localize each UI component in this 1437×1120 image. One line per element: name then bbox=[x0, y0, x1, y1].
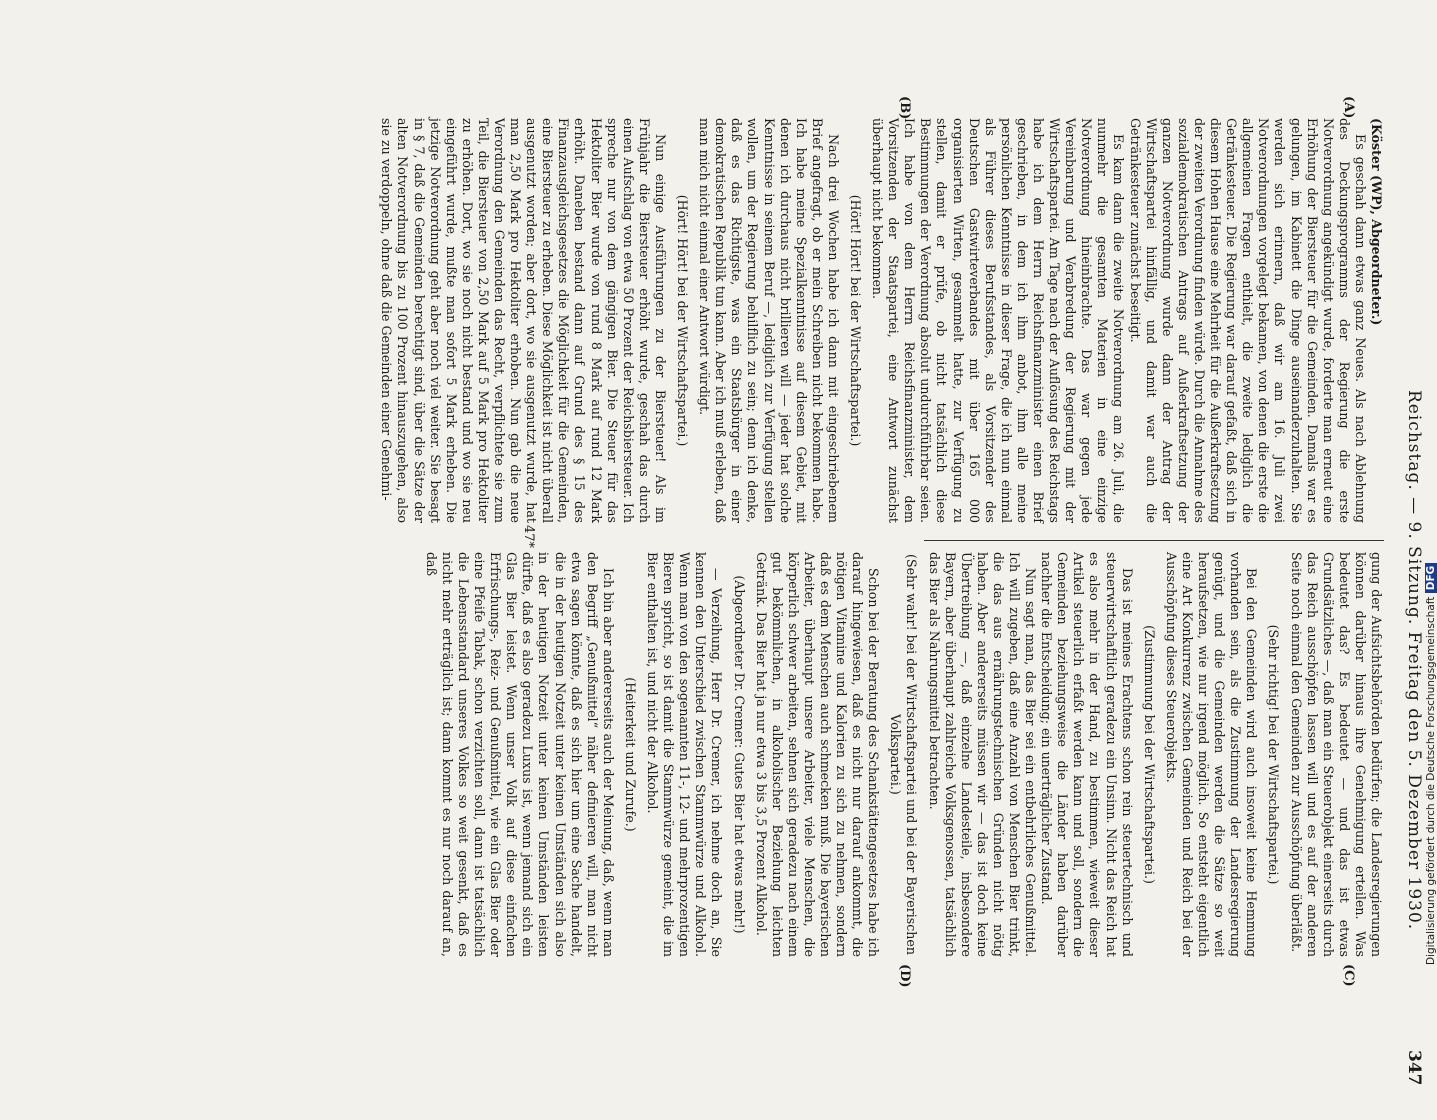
interjection: (Hört! Hört! bei der Wirtschaftspartei.) bbox=[848, 194, 863, 447]
interjection: (Sehr wahr! bei der Wirtschaftspartei und bei der Bayerischen Volkspartei.) bbox=[888, 554, 920, 955]
paragraph: Es geschah dann etwas ganz Neues. Als nach Ablehnung des Deckungsprogramms der Regierung die erste Notverordnung angekündigt wurde, forderte man erneut eine Erhöhung der Biersteuer für die Gemeinden. Damals war es gelungen, im Kabinett die Dinge auseinanderzuhalten. Sie werden sich erinnern, daß wir am 16. Juli zwei Notverordnungen vorgelegt bekamen, von denen die erste die allgemeinen Fragen enthielt, die zweite lediglich die Getränkesteuer. Die Regierung war darauf gefaßt, daß sich in diesem Hohen Hause eine Mehrheit für die Außerkraftsetzung der zweiten Verordnung finden würde. Durch die Annahme des sozialdemokratischen Antrags auf Außerkraftsetzung der ganzen Notverordnung wurde dann der Antrag der Wirtschaftspartei hinfällig, und damit war auch die Getränkesteuer zunächst beseitigt. bbox=[1127, 118, 1368, 523]
digitization-credit bbox=[1425, 0, 1437, 965]
paragraph: Ich bin aber andererseits auch der Meinung, daß, wenn man den Begriff „Genußmittel“ näher definieren will, man nicht etwa sagen könnte, daß es sich hier um eine Sache handelt, die in der heutigen Notzeit unter keinen Umständen sich also in der heutigen Notzeit unter keinen Umständen leisten dürfte, daß es also geradezu Luxus ist, wenn jemand sich ein Glas Bier leistet. Wenn unser Volk auf diese einfachen Erfrischungs-, Reiz- und Genußmittel, wie ein Glas Bier oder eine Pfeife Tabak, schon verzichten soll, dann ist tatsächlich die Lebensstandard unseres Volkes so weit gesenkt, daß es nicht mehr erträglich ist; dann kommt es nur noch darauf an, daß bbox=[423, 552, 616, 957]
dfg-logo: DFG bbox=[1425, 563, 1437, 594]
text-column-right bbox=[423, 552, 1384, 957]
paragraph: Nun einige Ausführungen zu der Biersteuer! Als im Frühjahr die Biersteuer erhöht wurde, geschah das durch einen Aufschlag von etwa 50 Prozent der Reichsbiersteuer. Ich spreche nur von dem gängigen Bier. Die Steuer für das Hektoliter Bier wurde von rund 8 Mark auf rund 12 Mark erhöht. Daneben bestand dann auf Grund des § 15 des Finanzausgleichsgesetzes die Möglichkeit für die Gemeinden, eine Biersteuer zu erheben. Diese Möglichkeit ist nicht überall ausgenutzt worden; aber dort, wo sie ausgenutzt wurde, hat man 2,50 Mark pro Hektoliter erhoben. Nun gab die neue Verordnung den Gemeinden das Recht, verpflichtete sie zum Teil, die Biersteuer von 2,50 Mark auf 5 Mark pro Hektoliter zu erhöhen. Dort, wo sie noch nicht bestand und wo sie neu eingeführt wurde, mußte man sofort 5 Mark erheben. Die jetzige Notverordnung geht aber noch viel weiter. Sie besagt in § 7, daß die Gemeinden berechtigt sind, über die Sätze der alten Notverordnung bis zu 100 Prozent hinauszugehen, also sie zu verdoppeln, ohne daß die Gemeinden einer Genehmi- bbox=[379, 118, 668, 523]
speaker-line: (Köster (WP), Abgeordneter.) bbox=[1369, 118, 1384, 326]
paragraph: gung der Aufsichtsbehörden bedürfen; die Landesregierungen können darüber hinaus ihre Genehmigung erteilen. Was bedeutet das? Es bedeutet — und das ist etwas Grundsätzliches —, daß man ein Steuerobjekt einerseits durch das Reich ausschöpfen lassen will und es auf der anderen Seite noch einmal den Gemeinden zur Ausschöpfung überläßt. bbox=[1288, 552, 1384, 957]
sheet-number: 47* bbox=[521, 525, 536, 549]
credit-text: Digitalisierung gefördert durch die Deutsche Forschungsgemeinschaft bbox=[1425, 596, 1437, 965]
column-divider bbox=[924, 540, 1384, 541]
margin-marker-d: (D) bbox=[897, 964, 912, 988]
paragraph: Schon bei der Beratung des Schankstättengesetzes habe ich darauf hingewiesen, daß es nicht nur darauf ankommt, die nötigen Vitamine und Kalorien zu sich zu nehmen, sondern daß es dem Menschen auch schmecken muß. Die bayerischen Arbeiter, überhaupt unsere Arbeiter, viele Menschen, die körperlich schwer arbeiten, sehnen sich geradezu nach einem gut bekömmlichen, in alkoholischer Beziehung leichten Getränk. Das Bier hat ja nur etwa 3 bis 3,5 Prozent Alkohol. bbox=[753, 552, 882, 957]
paragraph: Nun sagt man, das Bier sei ein entbehrliches Genußmittel. Ich will zugeben, daß eine Anzahl von Menschen Bier trinkt, die das aus ernährungstechnischen Gründen nicht nötig haben. Aber andererseits müssen wir — das ist doch keine Übertreibung —, daß einzelne Landesteile, insbesondere Bayern, aber überhaupt zahlreiche Volksgenossen, tatsächlich das Bier als Nahrungsmittel betrachten. bbox=[926, 552, 1039, 957]
paragraph: Es kam dann die zweite Notverordnung am 26. Juli, die nunmehr die gesamten Materien in eine einzige Notverordnung hineinbrachte. Das war gegen jede Vereinbarung und Verabredung der Regierung mit der Wirtschaftspartei. Am Tage nach der Auflösung des Reichstags habe ich dem Herrn Reichsfinanzminister einen Brief geschrieben, in dem ich ihm anbot, ihm alle meine persönlichen Kenntnisse in dieser Frage, die ich nun einmal als Führer dieses Berufsstandes, als Vorsitzender des Deutschen Gastwirteverbandes mit über 165 000 organisierten Wirten, gesammelt hatte, zur Verfügung zu stellen, damit er prüfe, ob nicht tatsächlich diese Bestimmungen der Verordnung absolut undurchführbar seien. Ich habe von dem Herrn Reichsfinanzminister, dem Vorsitzenden der Staatspartei, eine Antwort zunächst überhaupt nicht bekommen. bbox=[870, 118, 1127, 523]
text-column-left bbox=[379, 118, 1384, 523]
interjection: (Hört! Hört! bei der Wirtschaftspartei.) bbox=[675, 194, 691, 447]
interjection: (Zustimmung bei der Wirtschaftspartei.) bbox=[1141, 625, 1157, 884]
margin-marker-b: (B) bbox=[897, 96, 912, 120]
margin-marker-a: (A) bbox=[1341, 96, 1356, 119]
interjection: (Heiterkeit und Zurufe.) bbox=[622, 677, 638, 832]
paragraph: — Verzeihung, Herr Dr. Cremer, ich nehme doch an, Sie kennen den Unterschied zwischen Stammwürze und Alkohol. Wenn man von den sogenannten 11-, 12- und mehrprozentigen Bieren spricht, so ist damit die Stammwürze gemeint, die im Bier enthalten ist, und nicht der Alkohol. bbox=[645, 552, 725, 957]
paragraph: Nach drei Wochen habe ich dann mit eingeschriebenem Brief angefragt, ob er mein Schreiben nicht bekommen habe. Ich habe meine Spezialkenntnisse auf diesem Gebiet, mit denen ich durchaus nicht brillieren will — jeder hat solche Kenntnisse in seinem Beruf —, lediglich zur Verfügung stellen wollen, um der Regierung behilflich zu sein; denn ich denke, daß es das Richtigste, was ein Staatsbürger in einer demokratischen Republik tun kann. Aber ich muß erleben, daß man mich nicht einmal einer Antwort würdigt. bbox=[697, 118, 841, 523]
paragraph: Das ist meines Erachtens schon rein steuertechnisch und steuerwirtschaftlich geradezu ein Unsinn. Nicht das Reich hat es also mehr in der Hand, zu bestimmen, wieweit dieser Artikel steuerlich erfaßt werden kann und soll, sondern die Gemeinden beziehungsweise die Länder haben darüber nachher die Entscheidung; ein unerträglicher Zustand. bbox=[1039, 552, 1135, 957]
page-number: 347 bbox=[1404, 1050, 1424, 1086]
paragraph: Bei den Gemeinden wird auch insoweit keine Hemmung vorhanden sein, als die Zustimmung der Landesregierung genügt, und die Gemeinden werden die Sätze so weit heraufsetzen, wie nur irgend möglich. So entsteht eigentlich eine Art Konkurrenz zwischen Gemeinden und Reich bei der Ausschöpfung dieses Steuerobjekts. bbox=[1163, 552, 1260, 957]
running-title: Reichstag. — 9. Sitzung. Freitag den 5. Dezember 1930. bbox=[1404, 390, 1424, 931]
interjection: (Abgeordneter Dr. Cremer: Gutes Bier hat etwas mehr!) bbox=[731, 575, 747, 934]
margin-marker-c: (C) bbox=[1341, 964, 1356, 987]
page-header bbox=[1384, 90, 1424, 1120]
interjection: (Sehr richtig! bei der Wirtschaftspartei.) bbox=[1266, 624, 1282, 885]
